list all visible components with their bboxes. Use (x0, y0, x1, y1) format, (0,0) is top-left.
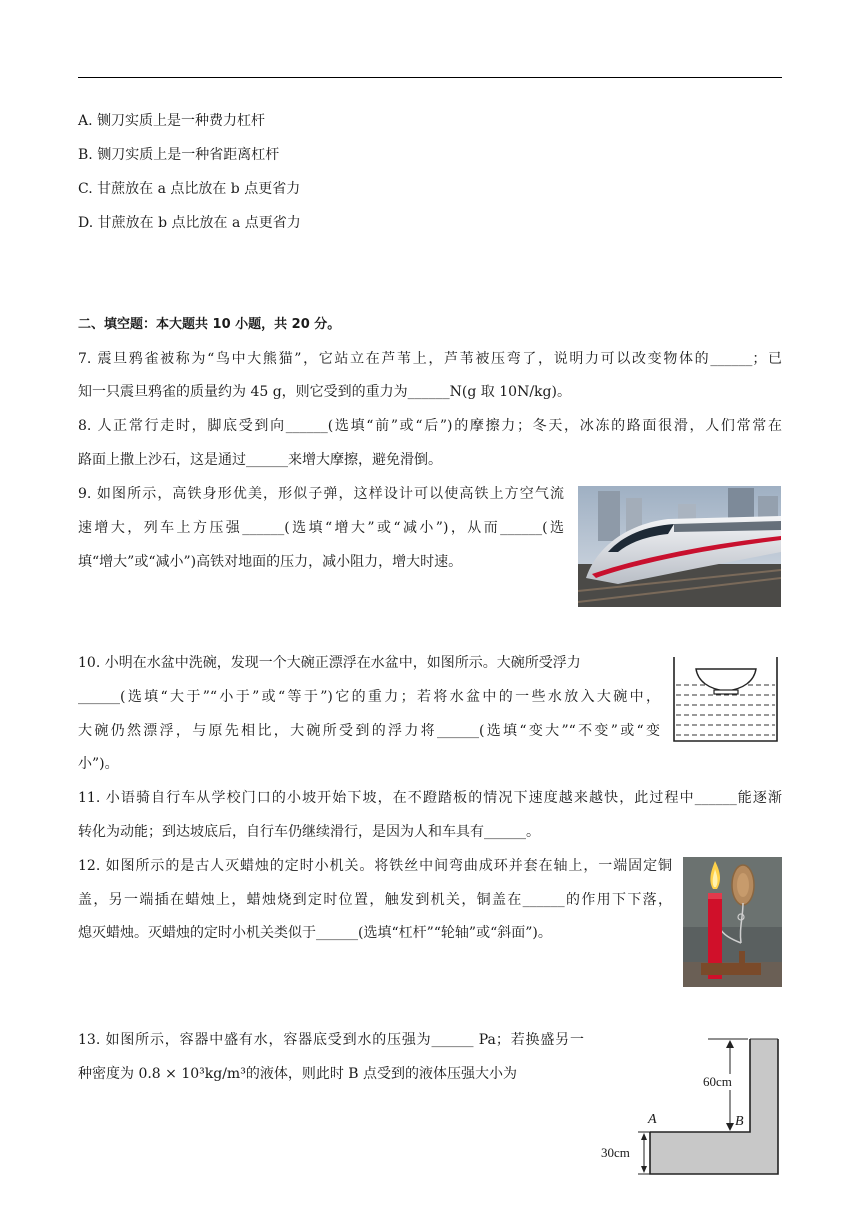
candle-device-photo (683, 857, 782, 987)
option-c: C. 甘蔗放在 a 点比放在 b 点更省力 (78, 181, 301, 197)
q10-line-2: ______(选填“大于”“小于”或“等于”)它的重力；若将水盆中的一些水放入大碗中， (78, 689, 660, 705)
train-photo (578, 486, 781, 607)
q10-line-4: 小”)。 (78, 756, 119, 772)
q12-line-3: 熄灭蜡烛。灭蜡烛的定时小机关类似于______(选填“杠杆”“轮轴”或“斜面”)。 (78, 925, 552, 941)
q9-line-2: 速增大，列车上方压强______(选填“增大”或“减小”)，从而______(选 (78, 520, 564, 536)
q12-line-1: 12. 如图所示的是古人灭蜡烛的定时小机关。将铁丝中间弯曲成环并套在轴上，一端固定铜 (78, 858, 672, 874)
q11-line-2: 转化为动能；到达坡底后，自行车仍继续滑行，是因为人和车具有______。 (78, 824, 540, 840)
q12-line-2: 盖，另一端插在蜡烛上，蜡烛烧到定时位置，触发到机关，铜盖在______的作用下下落， (78, 892, 672, 908)
q9-line-1: 9. 如图所示，高铁身形优美，形似子弹，这样设计可以使高铁上方空气流 (78, 486, 564, 502)
container-figure (598, 1030, 782, 1178)
q8-line-2: 路面上撒上沙石，这是通过______来增大摩擦，避免滑倒。 (78, 452, 442, 468)
basin-bowl-figure (670, 655, 782, 745)
label-point-b: B (735, 1114, 744, 1129)
q11-line-1: 11. 小语骑自行车从学校门口的小坡开始下坡，在不蹬踏板的情况下速度越来越快，此过程中______能逐渐 (78, 790, 782, 806)
q7-line-1: 7. 震旦鸦雀被称为“鸟中大熊猫”，它站立在芦苇上，芦苇被压弯了，说明力可以改变物体的______；已 (78, 351, 782, 367)
option-b: B. 铡刀实质上是一种省距离杠杆 (78, 147, 280, 163)
q13-line-2: 种密度为 0.8 × 10³kg/m³的液体，则此时 B 点受到的液体压强大小为 (78, 1066, 518, 1082)
label-point-a: A (648, 1112, 657, 1127)
q7-line-2: 知一只震旦鸦雀的质量约为 45 g，则它受到的重力为______N(g 取 10N/kg)。 (78, 384, 571, 400)
label-30cm: 30cm (601, 1145, 630, 1160)
q10-line-1: 10. 小明在水盆中洗碗，发现一个大碗正漂浮在水盆中，如图所示。大碗所受浮力 (78, 655, 581, 671)
q9-line-3: 填“增大”或“减小”)高铁对地面的压力，减小阻力，增大时速。 (78, 554, 463, 570)
header-rule (78, 77, 782, 78)
option-a: A. 铡刀实质上是一种费力杠杆 (78, 113, 266, 129)
q13-line-1: 13. 如图所示，容器中盛有水，容器底受到水的压强为______ Pa；若换盛另一 (78, 1032, 584, 1048)
q10-line-3: 大碗仍然漂浮，与原先相比，大碗所受到的浮力将______(选填“变大”“不变”或“变 (78, 723, 660, 739)
label-60cm: 60cm (703, 1074, 732, 1089)
section-title: 二、填空题：本大题共 10 小题，共 20 分。 (78, 317, 341, 332)
q8-line-1: 8. 人正常行走时，脚底受到向______(选填“前”或“后”)的摩擦力；冬天，冰冻的路面很滑，人们常常在 (78, 418, 782, 434)
option-d: D. 甘蔗放在 b 点比放在 a 点更省力 (78, 215, 301, 231)
